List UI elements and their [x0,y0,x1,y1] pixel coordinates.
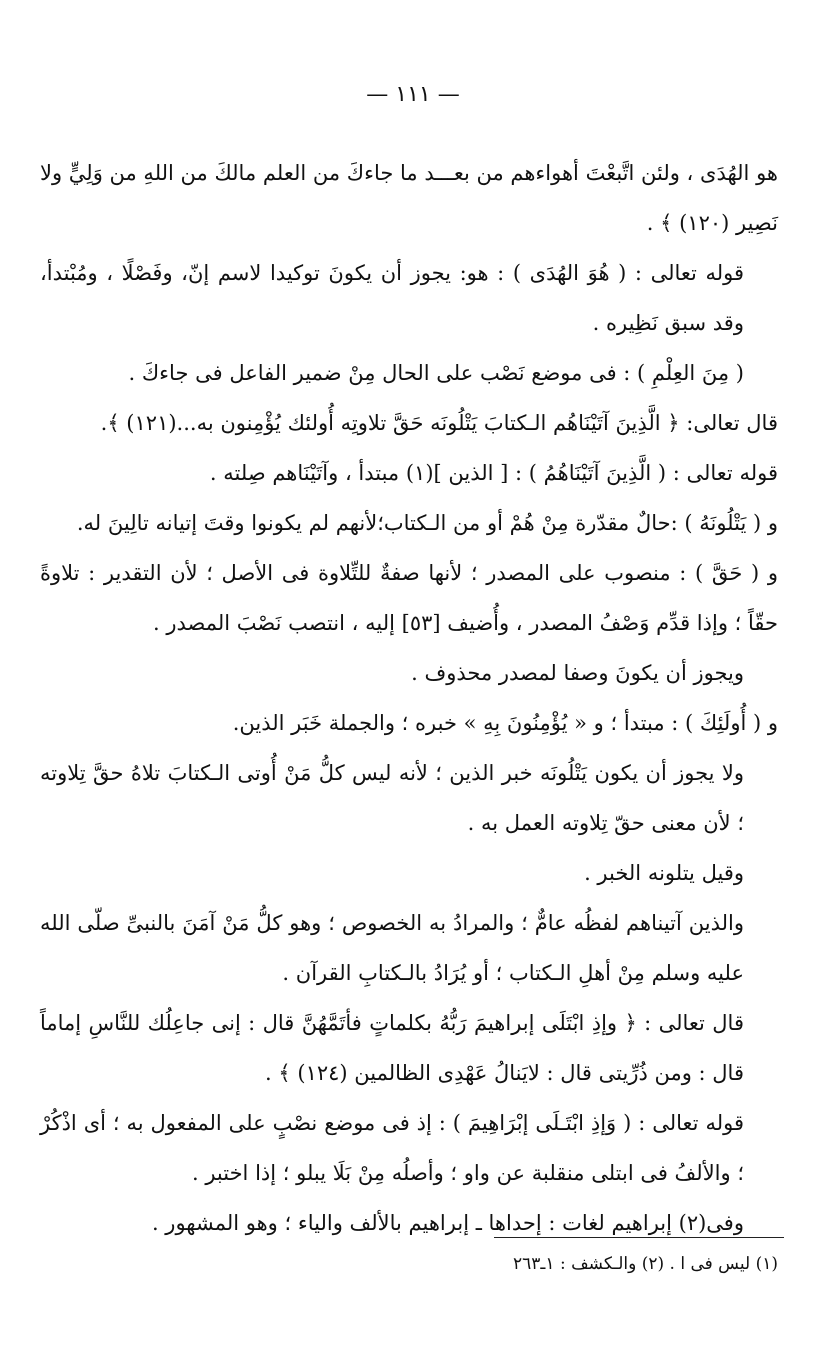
paragraph: وقيل يتلونه الخبر . [584,861,744,885]
paragraph: قوله تعالى : ( وَإذِ ابْتَـلَى إبْرَاهِيمَ ) : إذ فى موضع نصْبٍ على المفعول به ؛ أى اذْكُرْ ؛ والألفُ فى ابتلى منقلبة عن واو ؛ وأصلُه مِنْ بَلَا يبلو ؛ إذا اختبر . [40,1111,744,1185]
paragraph: قوله تعالى : ( هُوَ الهُدَى ) : هو: يجوز أن يكونَ توكيدا لاسم إنّ، وفَصْلًا ، ومُبْتدأ، وقد سبق نَظِيره . [40,261,744,335]
paragraph: هو الهُدَى ، ولئن اتَّبعْتَ أهواءهم من بعـــد ما جاءكَ من العلم مالكَ من اللهِ من وَلِيٍّ ولا نَصِير (١٢٠) ﴾ . [40,161,778,235]
paragraph: و ( حَقَّ ) : منصوب على المصدر ؛ لأنها صفةٌ للتِّلاوة فى الأصل ؛ لأن التقدير : تلاوةً حقّاً ؛ وإذا قدِّم وَصْفُ المصدر ، وأُضيف [٥٣] إليه ، انتصب نَصْبَ المصدر . [40,561,778,635]
paragraph: ويجوز أن يكونَ وصفا لمصدر محذوف . [411,661,744,685]
paragraph: قال تعالى : ﴿ وإذِ ابْتَلَى إبراهيمَ رَبُّهُ بكلماتٍ فأتَمَّهُنَّ قال : إنى جاعِلُك للنَّاسِ إماماً قال : ومن ذُرِّيتى قال : لايَنالُ عَهْدِى الظالمين (١٢٤) ﴾ . [40,1011,744,1085]
paragraph: والذين آتيناهم لفظُه عامٌّ ؛ والمرادُ به الخصوص ؛ وهو كلُّ مَنْ آمَنَ بالنبىِّ صلّى الله عليه وسلم مِنْ أهلِ الـكتاب ؛ أو يُرَادُ بالـكتابِ القرآن . [40,911,744,985]
footnote-divider [494,1237,784,1238]
page-number: — ١١١ — [366,82,460,107]
paragraph: قال تعالى: ﴿ الَّذِينَ آتَيْنَاهُم الـكتابَ يَتْلُونَه حَقَّ تلاوتِه أُولئك يُؤْمِنون به...(١٢١) ﴾. [100,411,778,435]
paragraph: ولا يجوز أن يكون يَتْلُونَه خبر الذين ؛ لأنه ليس كلُّ مَنْ أُوتى الـكتابَ تلاهُ حقَّ تِلاوته ؛ لأن معنى حقّ تِلاوته العمل به . [40,761,744,835]
paragraph: ( مِنَ العِلْمِ ) : فى موضع نَصْب على الحال مِنْ ضمير الفاعل فى جاءكَ . [128,361,744,385]
paragraph: و ( أُولَئِكَ ) : مبتدأ ؛ و « يُؤْمِنُونَ بِهِ » خبره ؛ والجملة خَبَر الذين. [232,711,778,735]
paragraph: وفى(٢) إبراهيم لغات : إحداها ـ إبراهيم بالألف والياء ؛ وهو المشهور . [151,1211,744,1235]
paragraph: قوله تعالى : ( الَّذِينَ آتَيْنَاهُمُ ) : [ الذين ](١) مبتدأ ، وآتَيْنَاهم صِلته . [209,461,778,485]
paragraph: و ( يَتْلُونَهُ ) :حالٌ مقدّرة مِنْ هُمْ أو من الـكتاب؛لأنهم لم يكونوا وقتَ إتيانه تالِينَ له. [76,511,778,535]
main-text [40,148,778,1248]
footnotes: (١) ليس فى ا . (٢) والـكشف : ١ـ٢٦٣ [513,1254,778,1274]
